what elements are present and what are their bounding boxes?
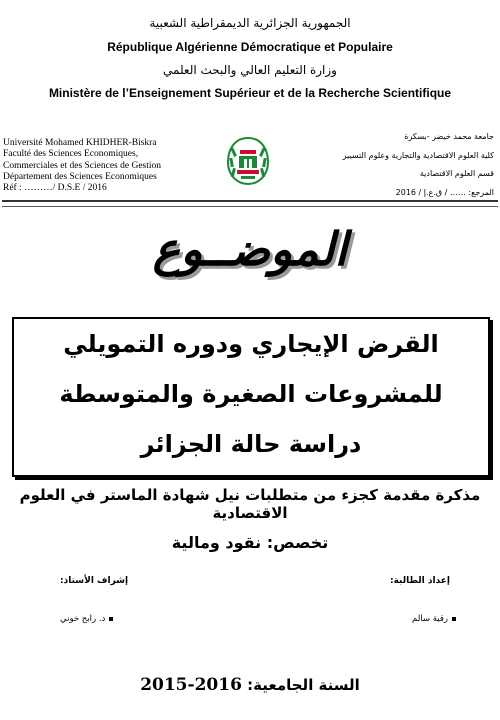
- thesis-title-box: [12, 317, 490, 477]
- faculty-name-arabic: كلية العلوم الاقتصادية والتجارية وعلوم التسيير: [342, 150, 494, 160]
- supervisor-name-text: د. رابح خوني: [60, 614, 106, 624]
- ministry-name-french: Ministère de l’Enseignement Supérieur et de la Recherche Scientifique: [48, 86, 452, 100]
- student-name: [412, 614, 460, 624]
- faculty-name-french-cont: Commerciales et des Sciences de Gestion: [3, 160, 162, 171]
- republic-name-french: République Algérienne Démocratique et Populaire: [107, 40, 393, 54]
- ministry-name-arabic: وزارة التعليم العالي والبحث العلمي: [163, 63, 337, 77]
- university-name-french: Université Mohamed KHIDHER-Biskra: [3, 138, 157, 148]
- faculty-name-french: Faculté des Sciences Economiques,: [3, 149, 139, 160]
- thesis-title-line-3: دراسة حالة الجزائر: [140, 430, 362, 458]
- institution-block-arabic: [304, 128, 494, 202]
- memo-description: مذكرة مقدمة كجزء من متطلبات نيل شهادة الماستر في العلوم الاقتصادية: [19, 486, 481, 522]
- supervisor-name: [60, 614, 117, 624]
- republic-name-arabic: الجمهورية الجزائرية الديمقراطية الشعبية: [149, 16, 351, 30]
- reference-french: Réf : ………/ D.S.E / 2016: [3, 183, 107, 194]
- bullet-icon: [452, 617, 456, 621]
- department-name-arabic: قسم العلوم الاقتصادية: [419, 169, 494, 178]
- reference-arabic: المرجع: …… / ق.ع.إ / 2016: [395, 187, 494, 197]
- bullet-icon: [109, 617, 113, 621]
- thesis-title-line-2: للمشروعات الصغيرة والمتوسطة: [59, 380, 443, 408]
- thesis-title-line-1: القرض الإيجاري ودوره التمويلي: [63, 330, 439, 358]
- subject-heading: الموضــوع: [152, 222, 348, 276]
- academic-year-label: السنة الجامعية:: [247, 676, 360, 694]
- supervised-by-label: إشراف الأستاذ:: [60, 576, 129, 586]
- department-name-french: Département des Sciences Economiques: [3, 171, 157, 182]
- header-divider-thick: [2, 200, 498, 202]
- prepared-by-label: إعداد الطالبة:: [390, 576, 450, 586]
- academic-year: [0, 675, 500, 695]
- university-emblem-icon: [224, 134, 272, 188]
- university-name-arabic: جامعة محمد خيضر -بسكرة: [404, 132, 494, 141]
- institution-block-french: [3, 138, 213, 194]
- specialization: تخصص: نقود ومالية: [171, 533, 329, 552]
- academic-year-value: 2016-2015: [140, 675, 242, 695]
- student-name-text: رقية سالم: [412, 614, 448, 624]
- header-divider-thin: [2, 206, 498, 207]
